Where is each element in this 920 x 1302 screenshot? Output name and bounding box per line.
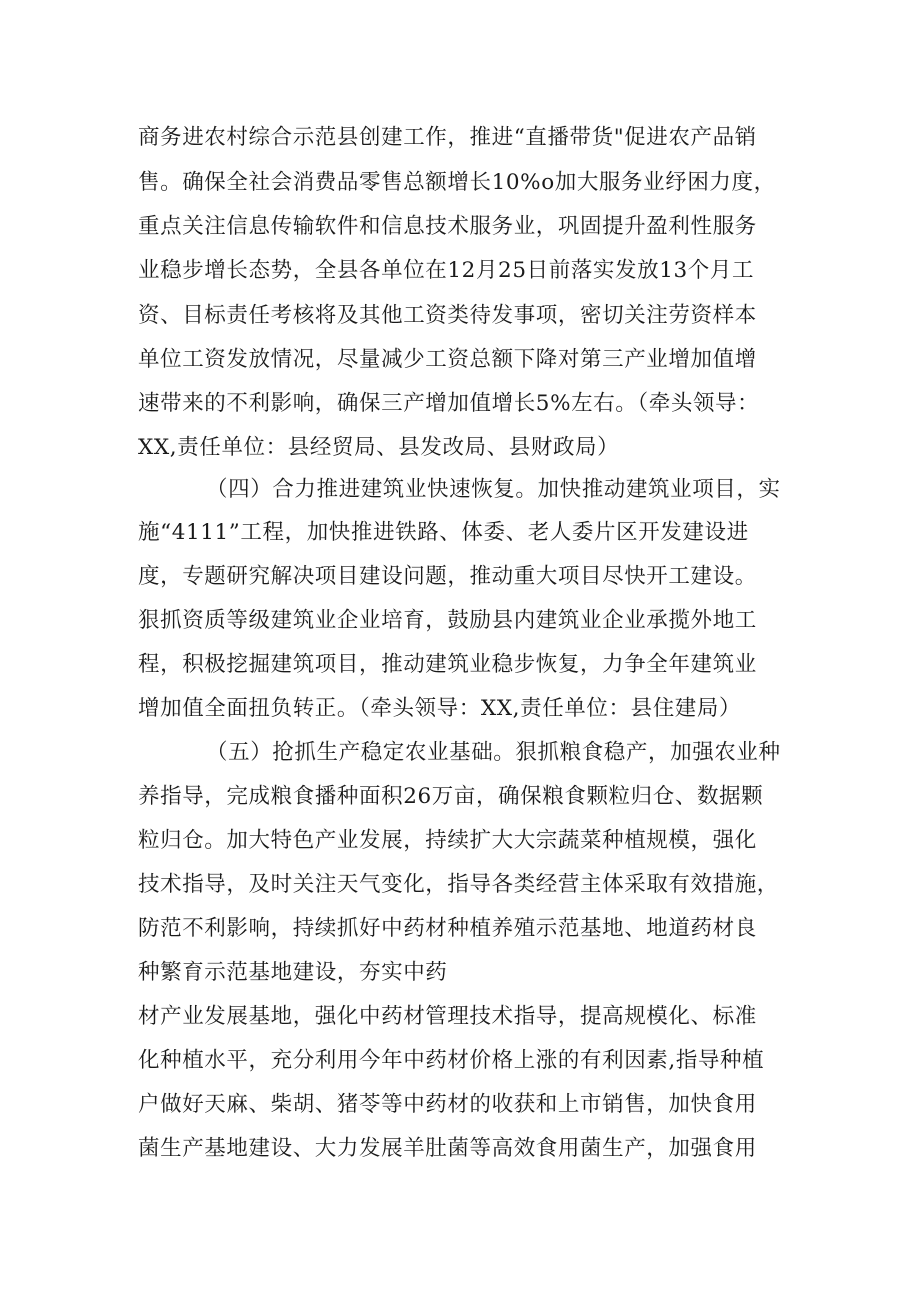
paragraph-line: 材产业发展基地，强化中药材管理技术指导，提高规模化、标准 <box>138 1004 757 1029</box>
paragraph-line: 防范不利影响，持续抓好中药材种植养殖示范基地、地道药材良 <box>138 916 757 941</box>
paragraph-line: 种繁育示范基地建设，夯实中药 <box>138 960 448 985</box>
paragraph-line: 重点关注信息传输软件和信息技术服务业，巩固提升盈利性服务 <box>138 214 757 239</box>
paragraph-line: 菌生产基地建设、大力发展羊肚菌等高效食用菌生产，加强食用 <box>138 1136 757 1161</box>
paragraph-line: 程，积极挖掘建筑项目，推动建筑业稳步恢复，力争全年建筑业 <box>138 652 757 677</box>
paragraph-line: 粒归仓。加大特色产业发展，持续扩大大宗蔬菜种植规模，强化 <box>138 828 757 853</box>
paragraph-line: 化种植水平，充分利用今年中药材价格上涨的有利因素,指导种植 <box>138 1048 765 1073</box>
paragraph-line: 速带来的不利影响，确保三产增加值增长5%左右。（牵头领导： <box>138 391 760 416</box>
paragraph-line: 养指导，完成粮食播种面积26万亩，确保粮食颗粒归仓、数据颗 <box>138 784 764 809</box>
paragraph-line: XX,责任单位：县经贸局、县发改局、县财政局） <box>138 435 620 460</box>
paragraph-line: 售。确保全社会消费品零售总额增长10%o加大服务业纾困力度， <box>138 170 776 195</box>
paragraph-line: 狠抓资质等级建筑业企业培育，鼓励县内建筑业企业承揽外地工 <box>138 608 757 633</box>
paragraph-line: 增加值全面扭负转正。（牵头领导：XX,责任单位：县住建局） <box>138 696 742 721</box>
paragraph-line: 单位工资发放情况，尽量减少工资总额下降对第三产业增加值增 <box>138 347 757 372</box>
section-four-heading-line: （四）合力推进建筑业快速恢复。加快推动建筑业项目，实 <box>206 477 781 502</box>
section-five-heading-line: （五）抢抓生产稳定农业基础。狠抓粮食稳产，加强农业种 <box>206 740 781 765</box>
paragraph-line: 技术指导，及时关注天气变化，指导各类经营主体采取有效措施， <box>138 872 779 897</box>
paragraph-line: 施“4111”工程，加快推进铁路、体委、老人委片区开发建设进 <box>138 520 749 545</box>
paragraph-line: 商务进农村综合示范县创建工作，推进“直播带货"促进农产品销 <box>138 125 757 150</box>
paragraph-line: 资、目标责任考核将及其他工资类待发事项，密切关注劳资样本 <box>138 303 757 328</box>
paragraph-line: 度，专题研究解决项目建设问题，推动重大项目尽快开工建设。 <box>138 564 757 589</box>
paragraph-line: 户做好天麻、柴胡、猪苓等中药材的收获和上市销售，加快食用 <box>138 1092 757 1117</box>
paragraph-line: 业稳步增长态势，全县各单位在12月25日前落实发放13个月工 <box>138 258 755 283</box>
